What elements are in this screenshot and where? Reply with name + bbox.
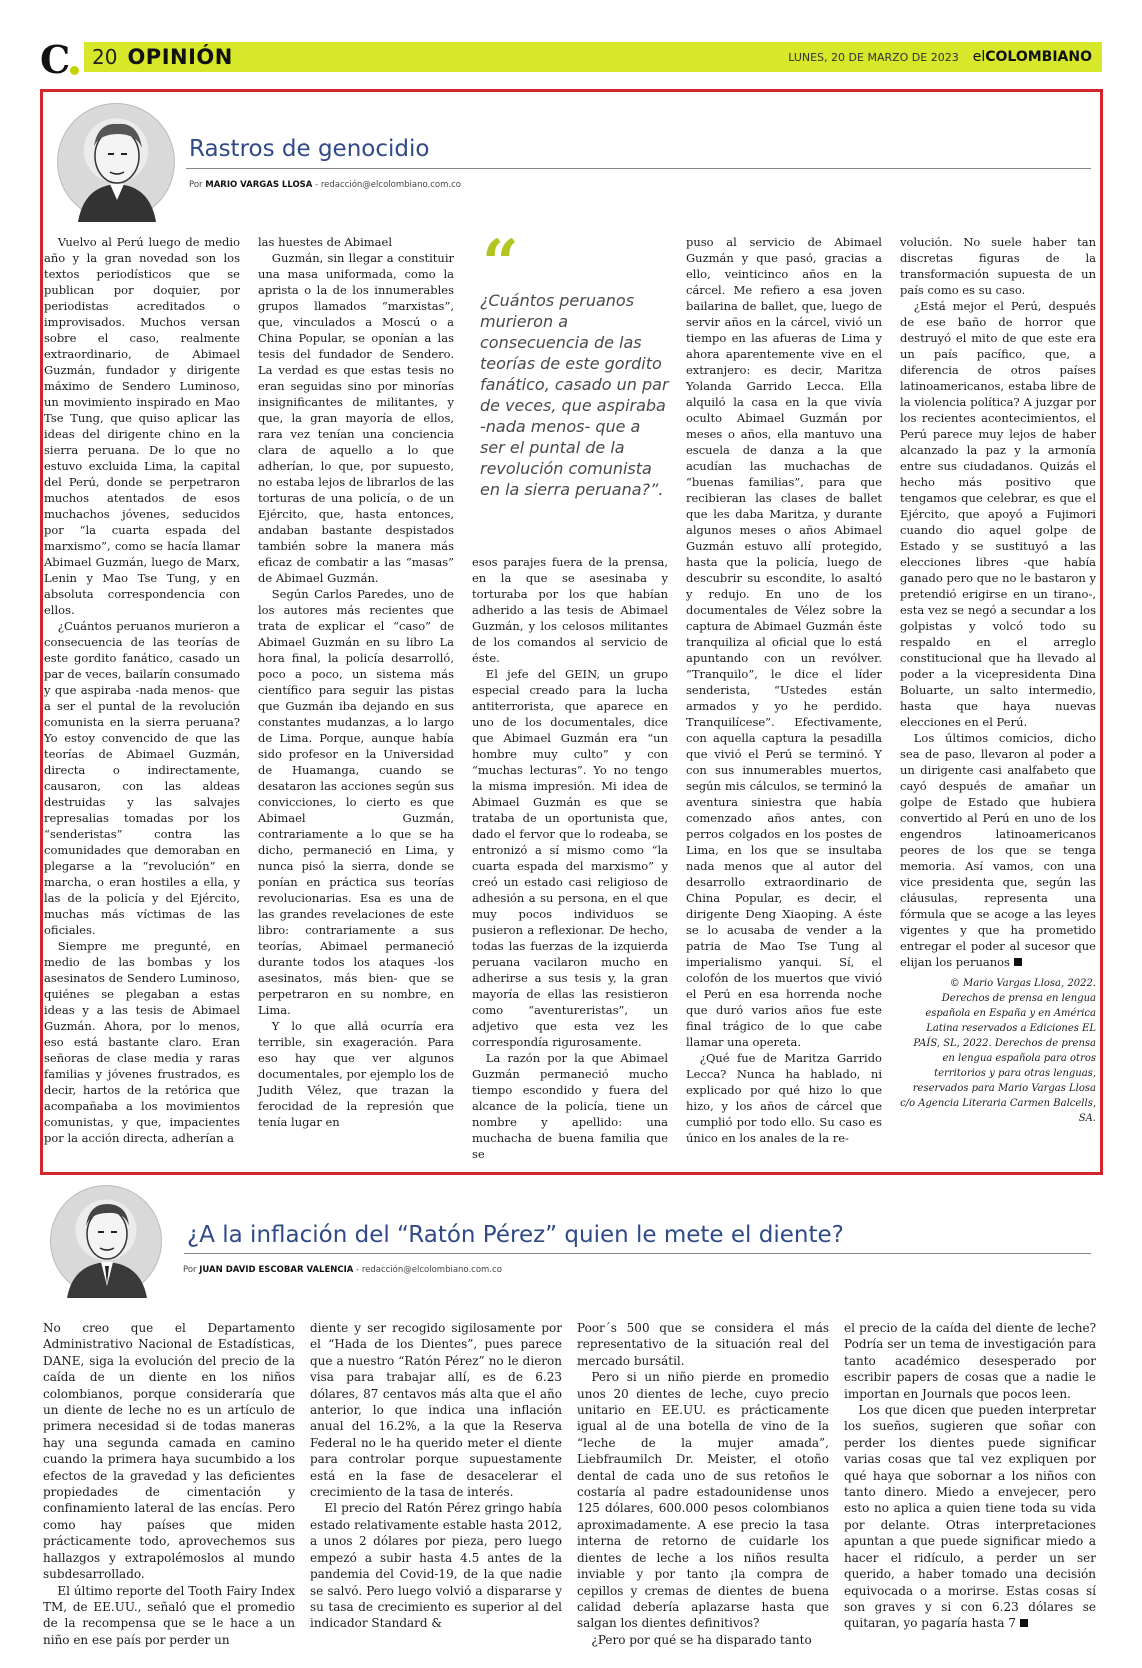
article-column-4	[844, 1320, 1096, 1650]
paragraph: El precio del Ratón Pérez gringo había estado relativamente estable hasta 2012, a unos 2 dólares por pieza, pero luego empezó a subir hasta 4.5 antes de la pandemia del Covid-19, de la que nadie se salvó. Pero luego volvió a dispararse y su tasa de crecimiento es superior al del indicador Standard &	[310, 1501, 562, 1631]
page-header	[40, 37, 1102, 82]
article-title: ¿A la inflación del “Ratón Pérez” quien le mete el diente?	[187, 1222, 844, 1248]
paragraph: Poor´s 500 que se considera el más representativo de la situación real del mercado bursátil.	[577, 1321, 829, 1368]
article-column-4	[686, 234, 882, 1145]
quote-mark-icon: “	[482, 226, 519, 301]
end-mark-icon	[1014, 958, 1022, 966]
paragraph: Pero si un niño pierde en promedio unos 20 dientes de leche, cuyo precio unitario en EE.UU. es prácticamente igual al de una botella de vino de la “leche de la mujer amada”, Liebfraumilch Dr. Meister, el otoño dental de cada uno de sus retoños le costaría al padre estadounidense unos 125 dólares, 600.000 pesos colombianos aproximadamente. A ese precio la tasa interna de retorno de cuidarle los dientes de leche a los niños resulta inviable y por tanto ¡la compra de cepillos y cremas de dientes de buena calidad debería aplazarse hasta que salgan los dientes definitivos?	[577, 1370, 829, 1631]
paragraph: el precio de la caída del diente de leche? Podría ser un tema de investigación para tanto académico desesperado por escribir papers de cosas que a nadie le importan en Journals que pocos leen.	[844, 1321, 1096, 1401]
byline-prefix: Por	[189, 180, 206, 190]
author-portrait-1	[57, 103, 175, 221]
paragraph: La razón por la que Abimael Guzmán permaneció mucho tiempo escondido y fuera del alcance de la policía, tiene un nombre y apellido: una muchacha de buena familia que se	[472, 1051, 668, 1161]
paragraph: las huestes de Abimael	[258, 235, 393, 249]
header-bar	[84, 42, 1102, 72]
paragraph: Siempre me pregunté, en medio de las bombas y los asesinatos de Sendero Luminoso, quiénes se plegaban a estas ideas y a las tesis de Abimael Guzmán. Ahora, por lo menos, eso está bastante claro. Eran señoras de clase media y raras familias y jóvenes frustrados, es decir, hartos de la retórica que acompañaba a los movimientos comunistas, y que, impacientes por la acción directa, adherían a	[44, 939, 240, 1145]
paragraph: Vuelvo al Perú luego de medio año y la gran novedad son los textos periodísticos que se publican por doquier, por periodistas acreditados o improvisados. Muchos versan sobre el caso, realmente extraordinario, de Abimael Guzmán, fundador y dirigente máximo de Sendero Luminoso, un movimiento inspirado en Mao Tse Tung, que quiso aplicar las ideas del dirigente chino en la sierra peruana. De lo que no estuvo excluida Lima, la capital del Perú, donde se perpetraron muchos atentados de esos muchachos jóvenes, seducidos por “la cuarta espada del marxismo”, como se hacía llamar Abimael Guzmán, luego de Marx, Lenin y Mao Tse Tung, y en absoluta correspondencia con ellos.	[44, 235, 240, 617]
paragraph: diente y ser recogido sigilosamente por el “Hada de los Dientes”, pues parece que a nuestro “Ratón Pérez” no le dieron visa para trabajar allí, es de 6.23 dólares, 87 centavos más alta que el año anterior, lo que indica una inflación anual del 16.2%, a la que la Reserva Federal no le ha querido meter el diente para controlar porque supuestamente está en la fase de desacelerar el crecimiento de la tasa de interés.	[310, 1321, 562, 1500]
paragraph: volución. No suele haber tan discretas figuras de la transformación supuesta de un país como es su caso.	[900, 235, 1096, 297]
portrait-illustration-icon	[58, 104, 176, 222]
byline	[183, 1265, 502, 1275]
issue-date: LUNES, 20 DE MARZO DE 2023	[788, 50, 959, 64]
paragraph: ¿Qué fue de Maritza Garrido Lecca? Nunca ha hablado, ni explicado por qué hizo lo que hizo, y los años de cárcel que cumplió por todo ello. Su caso es único en los anales de la re-	[686, 1051, 882, 1145]
article-column-2	[310, 1320, 562, 1650]
article-column-5	[900, 234, 1096, 1124]
brand-prefix: el	[972, 49, 986, 65]
byline-prefix: Por	[183, 1265, 200, 1275]
portrait-illustration-icon	[51, 1186, 163, 1298]
article-column-3	[577, 1320, 829, 1650]
article-column-1	[43, 1320, 295, 1650]
paragraph: Guzmán, sin llegar a constituir una masa uniformada, como la aprista o la de los innumerables grupos llamados “marxistas”, que, vinculados a Moscú o a China Popular, se oponían a las tesis del fundador de Sendero. La verdad es que estas tesis no eran seguidas sino por minorías insignificantes de militantes, y que, la gran mayoría de ellos, rara vez tenían una conciencia clara de aquello a lo que adherían, lo que, por supuesto, no estaba lejos de librarlos de las torturas de una policía, o de un Ejército, que, hasta entonces, andaban bastante despistados también sobre la manera más eficaz de combatir a las “masas” de Abimael Guzmán.	[258, 251, 454, 585]
article-column-3	[472, 554, 668, 1161]
end-mark-icon	[1020, 1619, 1028, 1627]
author-portrait-2	[50, 1185, 162, 1297]
paragraph: Según Carlos Paredes, uno de los autores más recientes que trata de explicar el “caso” de Abimael Guzmán en su libro La hora final, la policía desarrolló, poco a poco, un sistema más científico para seguir las pistas que Guzmán iba dejando en sus constantes mudanzas, a lo largo de Lima. Porque, aunque había sido profesor en la Universidad de Huamanga, cuando se desataron las acciones según sus convicciones, lo cierto es que Abimael Guzmán, contrariamente a lo que se ha dicho, permaneció en Lima, y nunca pisó la sierra, donde se ponían en práctica sus teorías revolucionarias. Esa es una de las grandes revelaciones de este libro: contrariamente a sus teorías, Abimael permaneció durante todos los ataques -los asesinatos, más bien- que se perpetraron en su nombre, en Lima.	[258, 587, 454, 1017]
author-name: JUAN DAVID ESCOBAR VALENCIA	[199, 1265, 354, 1275]
paragraph: Y lo que allá ocurría era terrible, sin exageración. Para eso hay que ver algunos documentales, por ejemplo los de Judith Vélez, que trazan la ferocidad de la represión que tenía lugar en	[258, 1019, 454, 1129]
author-email: - redacción@elcolombiano.com.co	[312, 180, 461, 190]
copyright-credit: © Mario Vargas Llosa, 2022. Derechos de prensa en lengua española en España y en América Latina reservados a Ediciones EL PAÍS, SL, 2022. Derechos de prensa en lengua española para otros territorios y para otras lenguas, reservados para Mario Vargas Llosa c/o Agencia Literaria Carmen Balcells, SA.	[900, 978, 1096, 1124]
page-number: 20	[92, 45, 118, 69]
paragraph: puso al servicio de Abimael Guzmán y que pasó, gracias a ello, veinticinco años en la cárcel. Me refiero a esa joven bailarina de ballet, que, luego de servir años en la cárcel, vivió un tiempo en las afueras de Lima y ahora aparentemente vive en el extranjero: es decir, Maritza Yolanda Garrido Lecca. Ella alquiló la casa en la que vivía oculto Abimael Guzmán por meses o años, ella mantuvo una escuela de danza a la que acudían las muchachas de “buenas familias”, para que recibieran las clases de ballet que les daba Maritza, y durante algunos meses o años Abimael Guzmán estuvo allí protegido, hasta que la policía, luego de descubrir su escondite, lo asaltó y redujo. En uno de los documentales de Vélez sobre la captura de Abimael Guzmán éste tranquiliza al oficial que lo está apuntando con un revólver. “Tranquilo”, le dice el líder senderista, “Ustedes están armados y yo he perdido. Tranquilícese”. Efectivamente, con aquella captura la pesadilla que vivió el Perú se terminó. Y con sus innumerables muertos, según mis cálculos, se terminó la aventura siniestra que había comenzado años antes, con perros colgados en los postes de Lima, en los que se insultaba nada menos que al autor del desarrollo extraordinario de China Popular, es decir, el dirigente Deng Xiaoping. A éste se lo acusaba de vender a la patria de Mao Tse Tung al imperialismo yanqui. Sí, el colofón de los muertos que vivió el Perú en esa horrenda noche que duró varios años fue este final trágico de lo que cabe llamar una opereta.	[686, 235, 882, 1049]
section-name: OPINIÓN	[127, 45, 233, 69]
paragraph: esos parajes fuera de la prensa, en la que se asesinaba y torturaba por los que habían adherido a las tesis de Abimael Guzmán, y los celosos militantes de los comandos al servicio de éste.	[472, 555, 668, 665]
title-rule	[184, 1253, 1091, 1254]
paragraph: No creo que el Departamento Administrativo Nacional de Estadísticas, DANE, siga la evolución del precio de la caída de un diente en los niños colombianos, porque consideraría que un diente de leche no es un artículo de primera necesidad si de todas maneras hay una segunda camada en camino cuando la primera haya sucumbido a los efectos de la gravedad y las deficientes propiedades de cimentación y confinamiento lateral de las encías. Pero como hay países que miden prácticamente todo, aprovechemos sus hallazgos y extrapolémoslos al mundo subdesarrollado.	[43, 1321, 295, 1582]
newspaper-logo: C	[40, 37, 71, 82]
brand-name	[973, 49, 1092, 65]
article-column-2	[258, 234, 454, 1129]
paragraph-text: Los últimos comicios, dicho sea de paso, llevaron al poder a un dirigente casi analfabeto que cayó después de amañar un golpe de Estado que hubiera convertido al Perú en uno de los engendros latinoamericanos peores de los que se tenga memoria. Así vamos, con una vice presidenta que, según las cláusulas, representa una fórmula que se acoge a las leyes vigentes y que ha prometido entregar el poder al sucesor que elijan los peruanos	[900, 731, 1096, 969]
paragraph: El último reporte del Tooth Fairy Index TM, de EE.UU., señaló que el promedio de la recompensa que se le hace a un niño en ese país por perder un	[43, 1583, 295, 1647]
author-name: MARIO VARGAS LLOSA	[205, 180, 313, 190]
title-rule	[186, 168, 1091, 169]
paragraph: ¿Pero por qué se ha disparado tanto	[591, 1632, 812, 1647]
paragraph-text: Los que dicen que pueden interpretar los sueños, sugieren que soñar con perder los dientes puede significar varias cosas que tal vez expliquen por qué haya que sobornar a los niños con tanto dinero. Miedo a envejecer, pero esto no aplica a quien tiene toda su vida por delante. Otras interpretaciones apuntan a que puede significar miedo a hacer el ridículo, a perder un ser querido, a haber tomado una decisión equivocada o a morirse. Estas cosas sí son graves y si con 6.23 dólares se quitaran, yo pagaría hasta 7	[844, 1403, 1096, 1631]
paragraph: El jefe del GEIN, un grupo especial creado para la lucha antiterrorista, que aparece en uno de los documentales, dice que Abimael Guzmán era “un hombre muy culto” y con “muchas lecturas”. Yo no tengo la misma impresión. Mi idea de Abimael Guzmán es que se trataba de un oportunista que, dado el fervor que lo rodeaba, se entronizó a sí mismo como “la cuarta espada del marxismo” y creó un estado casi religioso de adhesión a su persona, en el que muy pocos individuos se pusieron a reflexionar. De hecho, todas las fuerzas de la izquierda peruana vacilaron mucho en adherirse a sus tesis y, la gran mayoría de ellas las resistieron como “aventureristas”, un adjetivo que esta vez les correspondía rigurosamente.	[472, 667, 668, 1049]
paragraph: ¿Está mejor el Perú, después de ese baño de horror que destruyó el mito de que este era un país pacífico, que, a diferencia de otros países latinoamericanos, estaba libre de la violencia política? A juzgar por los recientes acontecimientos, el Perú parece muy lejos de haber alcanzado la paz y la armonía entre sus ciudadanos. Quizás el hecho más positivo que tengamos que celebrar, es que el Ejército, que apoyó a Fujimori cuando dio aquel golpe de Estado y se sustituyó a las elecciones libres -que había ganado pero que no le bastaron y pretendió erigirse en un tirano-, esta vez se negó a secundar a los golpistas y volcó todo su respaldo en el arreglo constitucional que ha llevado al poder a la vicepresidenta Dina Boluarte, un salto intermedio, hasta que haya nuevas elecciones en el Perú.	[900, 299, 1096, 729]
paragraph	[844, 1402, 1096, 1632]
paragraph: ¿Cuántos peruanos murieron a consecuencia de las teorías de este gordito fanático, casado un par de veces, bailarín consumado y que aspiraba -nada menos- que a ser el puntal de la revolución comunista en la sierra peruana? Yo estoy convencido de que las teorías de Abimael Guzmán, directa o indirectamente, causaron, con las aldeas destruidas y las salvajes represalias tomadas por los “senderistas” contra las comunidades que demoraban en plegarse a la “revolución” en marcha, o eran hostiles a ella, y las de la policía y del Ejército, muchas más víctimas de las oficiales.	[44, 619, 240, 937]
byline	[189, 180, 461, 190]
article-title: Rastros de genocidio	[189, 136, 430, 162]
logo-dot-icon	[70, 66, 79, 75]
paragraph	[900, 730, 1096, 970]
brand-main: COLOMBIANO	[985, 49, 1092, 65]
article-column-1	[44, 234, 240, 1145]
author-email: - redacción@elcolombiano.com.co	[353, 1265, 502, 1275]
pull-quote: ¿Cuántos peruanos murieron a consecuencia de las teorías de este gordito fanático, casado un par de veces, que aspiraba -nada menos- que a ser el puntal de la revolución comunista en la sierra peruana?”.	[480, 291, 669, 499]
